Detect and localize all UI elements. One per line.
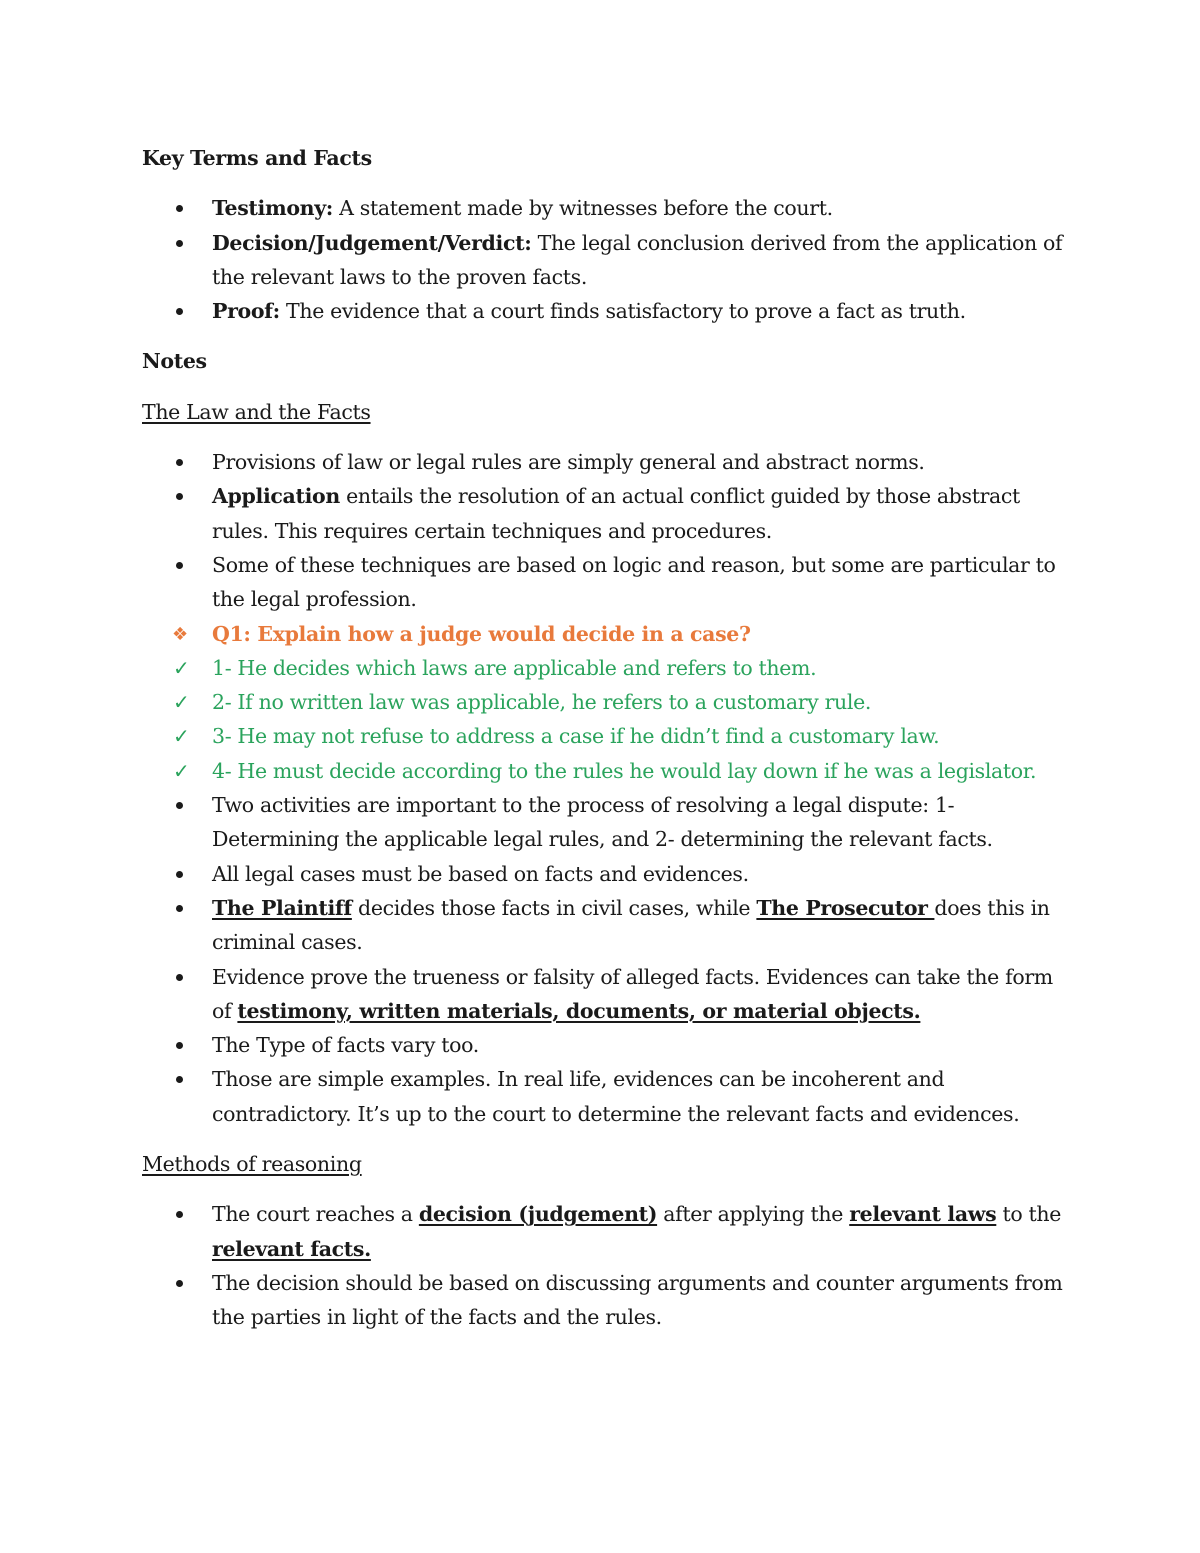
- bullet-icon: [176, 308, 183, 315]
- question-text: Q1: Explain how a judge would decide in a case?: [212, 621, 751, 646]
- checkmark-icon: ✓: [173, 690, 190, 715]
- term: Proof:: [212, 299, 280, 324]
- item-text: after applying the: [657, 1202, 850, 1227]
- heading-key-terms: Key Terms and Facts: [142, 146, 372, 170]
- item-text: Provisions of law or legal rules are simply general and abstract norms.: [212, 450, 925, 475]
- item-text: The court reaches a: [212, 1202, 419, 1227]
- item-text: Some of these techniques are based on logic and reason, but some are particular to the legal profession.: [212, 552, 1056, 612]
- item-text: decides those facts in civil cases, while: [351, 895, 757, 920]
- item-text: Evidence prove the trueness or falsity of alleged facts. Evidences can take the form of: [212, 964, 1053, 1023]
- term: Decision/Judgement/Verdict:: [212, 230, 532, 255]
- checkmark-icon: ✓: [173, 724, 190, 749]
- answer-text: 3- He may not refuse to address a case if he didn’t find a customary law.: [212, 724, 940, 749]
- methods-list: [142, 1197, 1072, 1334]
- item-text: does this in criminal cases.: [212, 895, 1050, 955]
- bullet-icon: [176, 240, 183, 247]
- checkmark-icon: ✓: [173, 655, 190, 680]
- answer-item: [142, 651, 1072, 685]
- list-item: [142, 294, 1072, 328]
- answer-text: 2- If no written law was applicable, he refers to a customary rule.: [212, 690, 872, 715]
- bullet-icon: [176, 871, 183, 878]
- question-item: [142, 617, 1072, 651]
- checkmark-icon: ✓: [173, 758, 190, 783]
- term: relevant facts.: [212, 1236, 371, 1261]
- bullet-icon: [176, 1076, 183, 1083]
- bullet-icon: [176, 802, 183, 809]
- list-item: [142, 788, 1072, 857]
- list-item: [142, 191, 1072, 225]
- item-text: The Type of facts vary too.: [212, 1033, 479, 1058]
- bullet-icon: [176, 1280, 183, 1287]
- section-heading-methods: Methods of reasoning: [142, 1152, 362, 1177]
- list-item: [142, 857, 1072, 891]
- list-item: [142, 960, 1072, 1029]
- bullet-icon: [176, 562, 183, 569]
- list-item: [142, 891, 1072, 960]
- bullet-icon: [176, 1211, 183, 1218]
- section-heading-law-facts: The Law and the Facts: [142, 399, 371, 424]
- item-text: to the: [996, 1202, 1062, 1227]
- answer-item: [142, 685, 1072, 719]
- item-text: The decision should be based on discussing arguments and counter arguments from the parties in light of the facts and the rules.: [212, 1270, 1063, 1330]
- item-text: Those are simple examples. In real life, evidences can be incoherent and contradictory. It’s up to the court to determine the relevant facts and evidences.: [212, 1067, 1020, 1126]
- term: Testimony:: [212, 196, 333, 221]
- term: testimony, written materials, documents, or material objects.: [237, 998, 921, 1023]
- list-item: [142, 445, 1072, 479]
- bullet-icon: [176, 205, 183, 212]
- list-item: [142, 1197, 1072, 1266]
- list-item: [142, 1266, 1072, 1335]
- item-text: Two activities are important to the process of resolving a legal dispute: 1- Determining the applicable legal rules, and 2- determining the relevant facts.: [212, 793, 993, 852]
- term: The Prosecutor: [756, 895, 935, 920]
- list-item: [142, 1028, 1072, 1062]
- list-item: [142, 1062, 1072, 1131]
- bullet-icon: [176, 459, 183, 466]
- list-item: [142, 226, 1072, 295]
- answer-text: 4- He must decide according to the rules he would lay down if he was a legislator.: [212, 758, 1037, 783]
- definition: The evidence that a court finds satisfactory to prove a fact as truth.: [279, 299, 966, 324]
- list-item: [142, 548, 1072, 617]
- list-item: [142, 479, 1072, 548]
- key-terms-list: [142, 191, 1072, 328]
- bullet-icon: [176, 493, 183, 500]
- bullet-icon: [176, 905, 183, 912]
- item-text: All legal cases must be based on facts and evidences.: [212, 861, 749, 886]
- bullet-icon: [176, 974, 183, 981]
- law-facts-list: [142, 445, 1072, 1131]
- bullet-icon: [176, 1042, 183, 1049]
- definition: The legal conclusion derived from the application of the relevant laws to the proven facts.: [212, 230, 1063, 289]
- term: Application: [212, 484, 340, 509]
- item-text: entails the resolution of an actual conflict guided by those abstract rules. This requires certain techniques and procedures.: [212, 484, 1020, 543]
- term: decision (judgement): [418, 1202, 658, 1227]
- definition: A statement made by witnesses before the court.: [333, 196, 833, 221]
- answer-text: 1- He decides which laws are applicable and refers to them.: [212, 655, 817, 680]
- heading-notes: Notes: [142, 349, 207, 374]
- diamond-bullet-icon: ❖: [172, 623, 188, 645]
- document-content: [142, 141, 1072, 1335]
- term: The Plaintiff: [212, 895, 352, 920]
- answer-item: [142, 754, 1072, 788]
- answer-item: [142, 719, 1072, 753]
- term: relevant laws: [849, 1202, 997, 1227]
